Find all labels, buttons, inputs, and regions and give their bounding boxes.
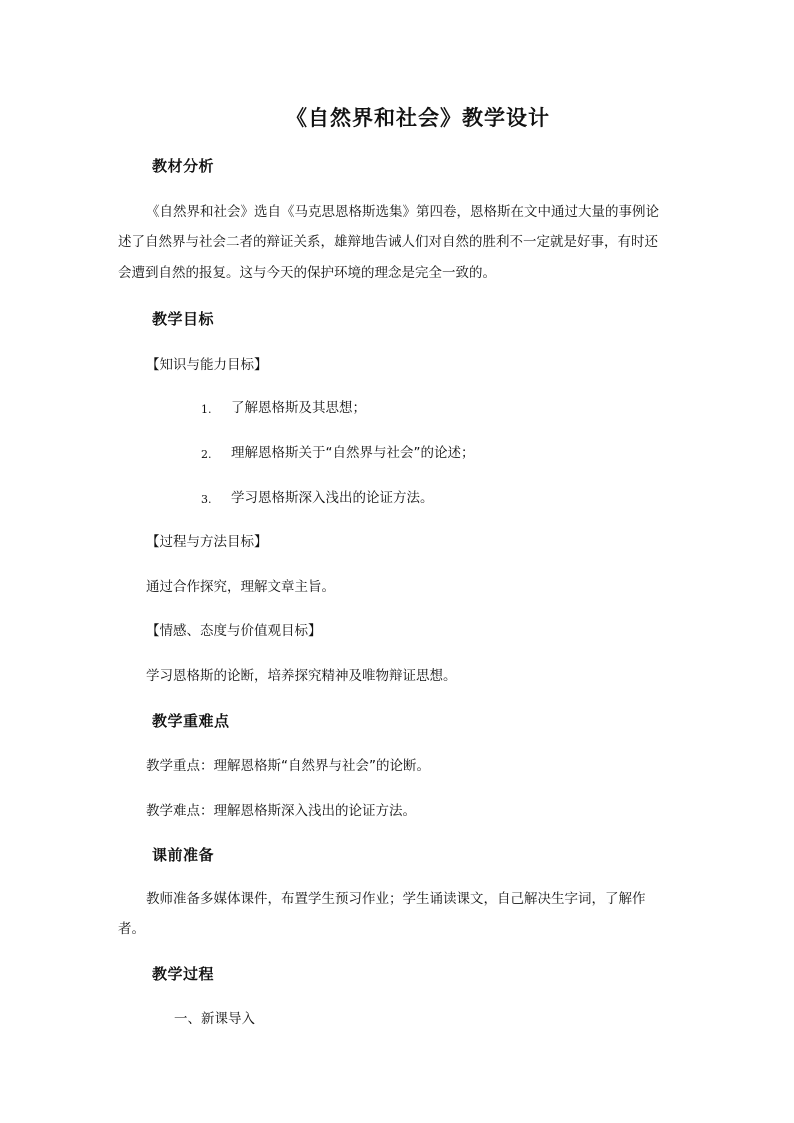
list-item-text: 了解恩格斯及其思想； [231, 400, 366, 416]
teaching-focus: 教学重点：理解恩格斯“自然界与社会”的论断。 [146, 758, 430, 774]
analysis-paragraph-line: 《自然界和社会》选自《马克思恩格斯选集》第四卷，恩格斯在文中通过大量的事例论 [146, 204, 659, 220]
analysis-paragraph-line: 会遭到自然的报复。这与今天的保护环境的理念是完全一致的。 [118, 265, 496, 281]
list-item-number: 3. [201, 493, 212, 506]
list-item-text: 学习恩格斯深入浅出的论证方法。 [231, 490, 434, 506]
process-objectives-text: 通过合作探究，理解文章主旨。 [146, 579, 335, 595]
section-heading-keypoints: 教学重难点 [152, 712, 230, 730]
preparation-line: 者。 [118, 921, 145, 937]
teaching-difficulty: 教学难点：理解恩格斯深入浅出的论证方法。 [146, 803, 416, 819]
process-objectives-label: 【过程与方法目标】 [146, 534, 268, 550]
section-heading-preparation: 课前准备 [152, 846, 215, 864]
section-heading-analysis: 教材分析 [152, 157, 215, 175]
section-heading-process: 教学过程 [152, 965, 215, 983]
section-heading-objectives: 教学目标 [152, 310, 215, 328]
preparation-line: 教师准备多媒体课件，布置学生预习作业；学生诵读课文，自己解决生字词，了解作 [146, 891, 646, 907]
emotion-objectives-text: 学习恩格斯的论断，培养探究精神及唯物辩证思想。 [146, 668, 457, 684]
list-item-number: 2. [201, 448, 212, 461]
emotion-objectives-label: 【情感、态度与价值观目标】 [146, 623, 322, 639]
analysis-paragraph-line: 述了自然界与社会二者的辩证关系，雄辩地告诫人们对自然的胜利不一定就是好事，有时还 [118, 234, 658, 250]
document-title: 《自然界和社会》教学设计 [286, 105, 550, 130]
process-step-one: 一、新课导入 [174, 1011, 255, 1027]
list-item-number: 1. [201, 403, 212, 416]
list-item-text: 理解恩格斯关于“自然界与社会”的论述； [231, 445, 475, 461]
knowledge-objectives-label: 【知识与能力目标】 [146, 357, 268, 373]
